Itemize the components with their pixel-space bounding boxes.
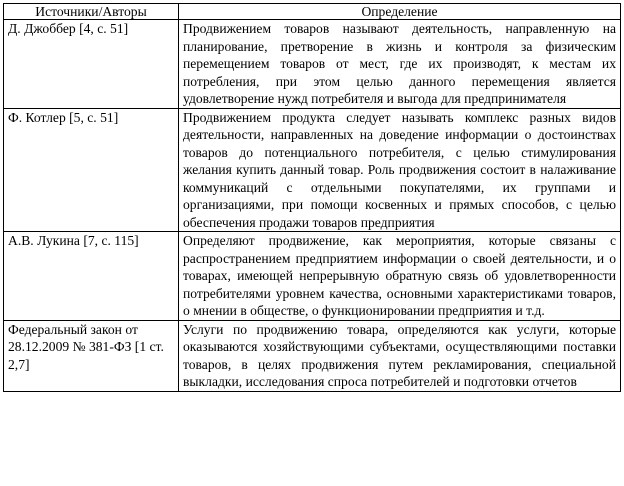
source-cell: А.В. Лукина [7, с. 115] xyxy=(4,232,179,321)
header-definition: Определение xyxy=(179,4,621,20)
definition-cell: Услуги по продвижению товара, определяются как услуги, которые оказываются хозяйствующими субъектами, осуществляющими поставки товаров, в целях продвижения путем рекламирования, специальной выкладки, исследования спроса потребителей и подготовки отчетов xyxy=(179,320,621,391)
definition-cell: Продвижением товаров называют деятельность, направленную на планирование, претворение в жизнь и контроля за физическим перемещением товаров от мест, где их производят, к местам их потребления, при этом целью данного перемещения является удовлетворение нужд потребителя и выгода для предпринимателя xyxy=(179,20,621,109)
source-cell: Ф. Котлер [5, с. 51] xyxy=(4,108,179,232)
source-cell: Д. Джоббер [4, с. 51] xyxy=(4,20,179,109)
source-cell: Федеральный закон от 28.12.2009 № 381-ФЗ [1 ст. 2,7] xyxy=(4,320,179,391)
definitions-table xyxy=(3,3,621,392)
header-sources: Источники/Авторы xyxy=(4,4,179,20)
definition-cell: Определяют продвижение, как мероприятия, которые связаны с распространением предприятием информации о своей деятельности, и о товарах, имеющей непрерывную обратную связь об удовлетворенности потребителями уровнем качества, основными характеристиками товаров, о мнении в обществе, о функционировании предприятия и т.д. xyxy=(179,232,621,321)
table-row xyxy=(4,232,621,321)
table-row xyxy=(4,320,621,391)
header-row xyxy=(4,4,621,20)
table-row xyxy=(4,20,621,109)
definition-cell: Продвижением продукта следует называть комплекс разных видов деятельности, направленных на доведение информации о достоинствах товаров до потенциального потребителя, с целью стимулирования желания купить данный товар. Роль продвижения состоит в налаживание коммуникаций с отдельными покупателями, их группами и организациями, при помощи косвенных и прямых способов, с целью обеспечения продажи товаров предприятия xyxy=(179,108,621,232)
table-row xyxy=(4,108,621,232)
